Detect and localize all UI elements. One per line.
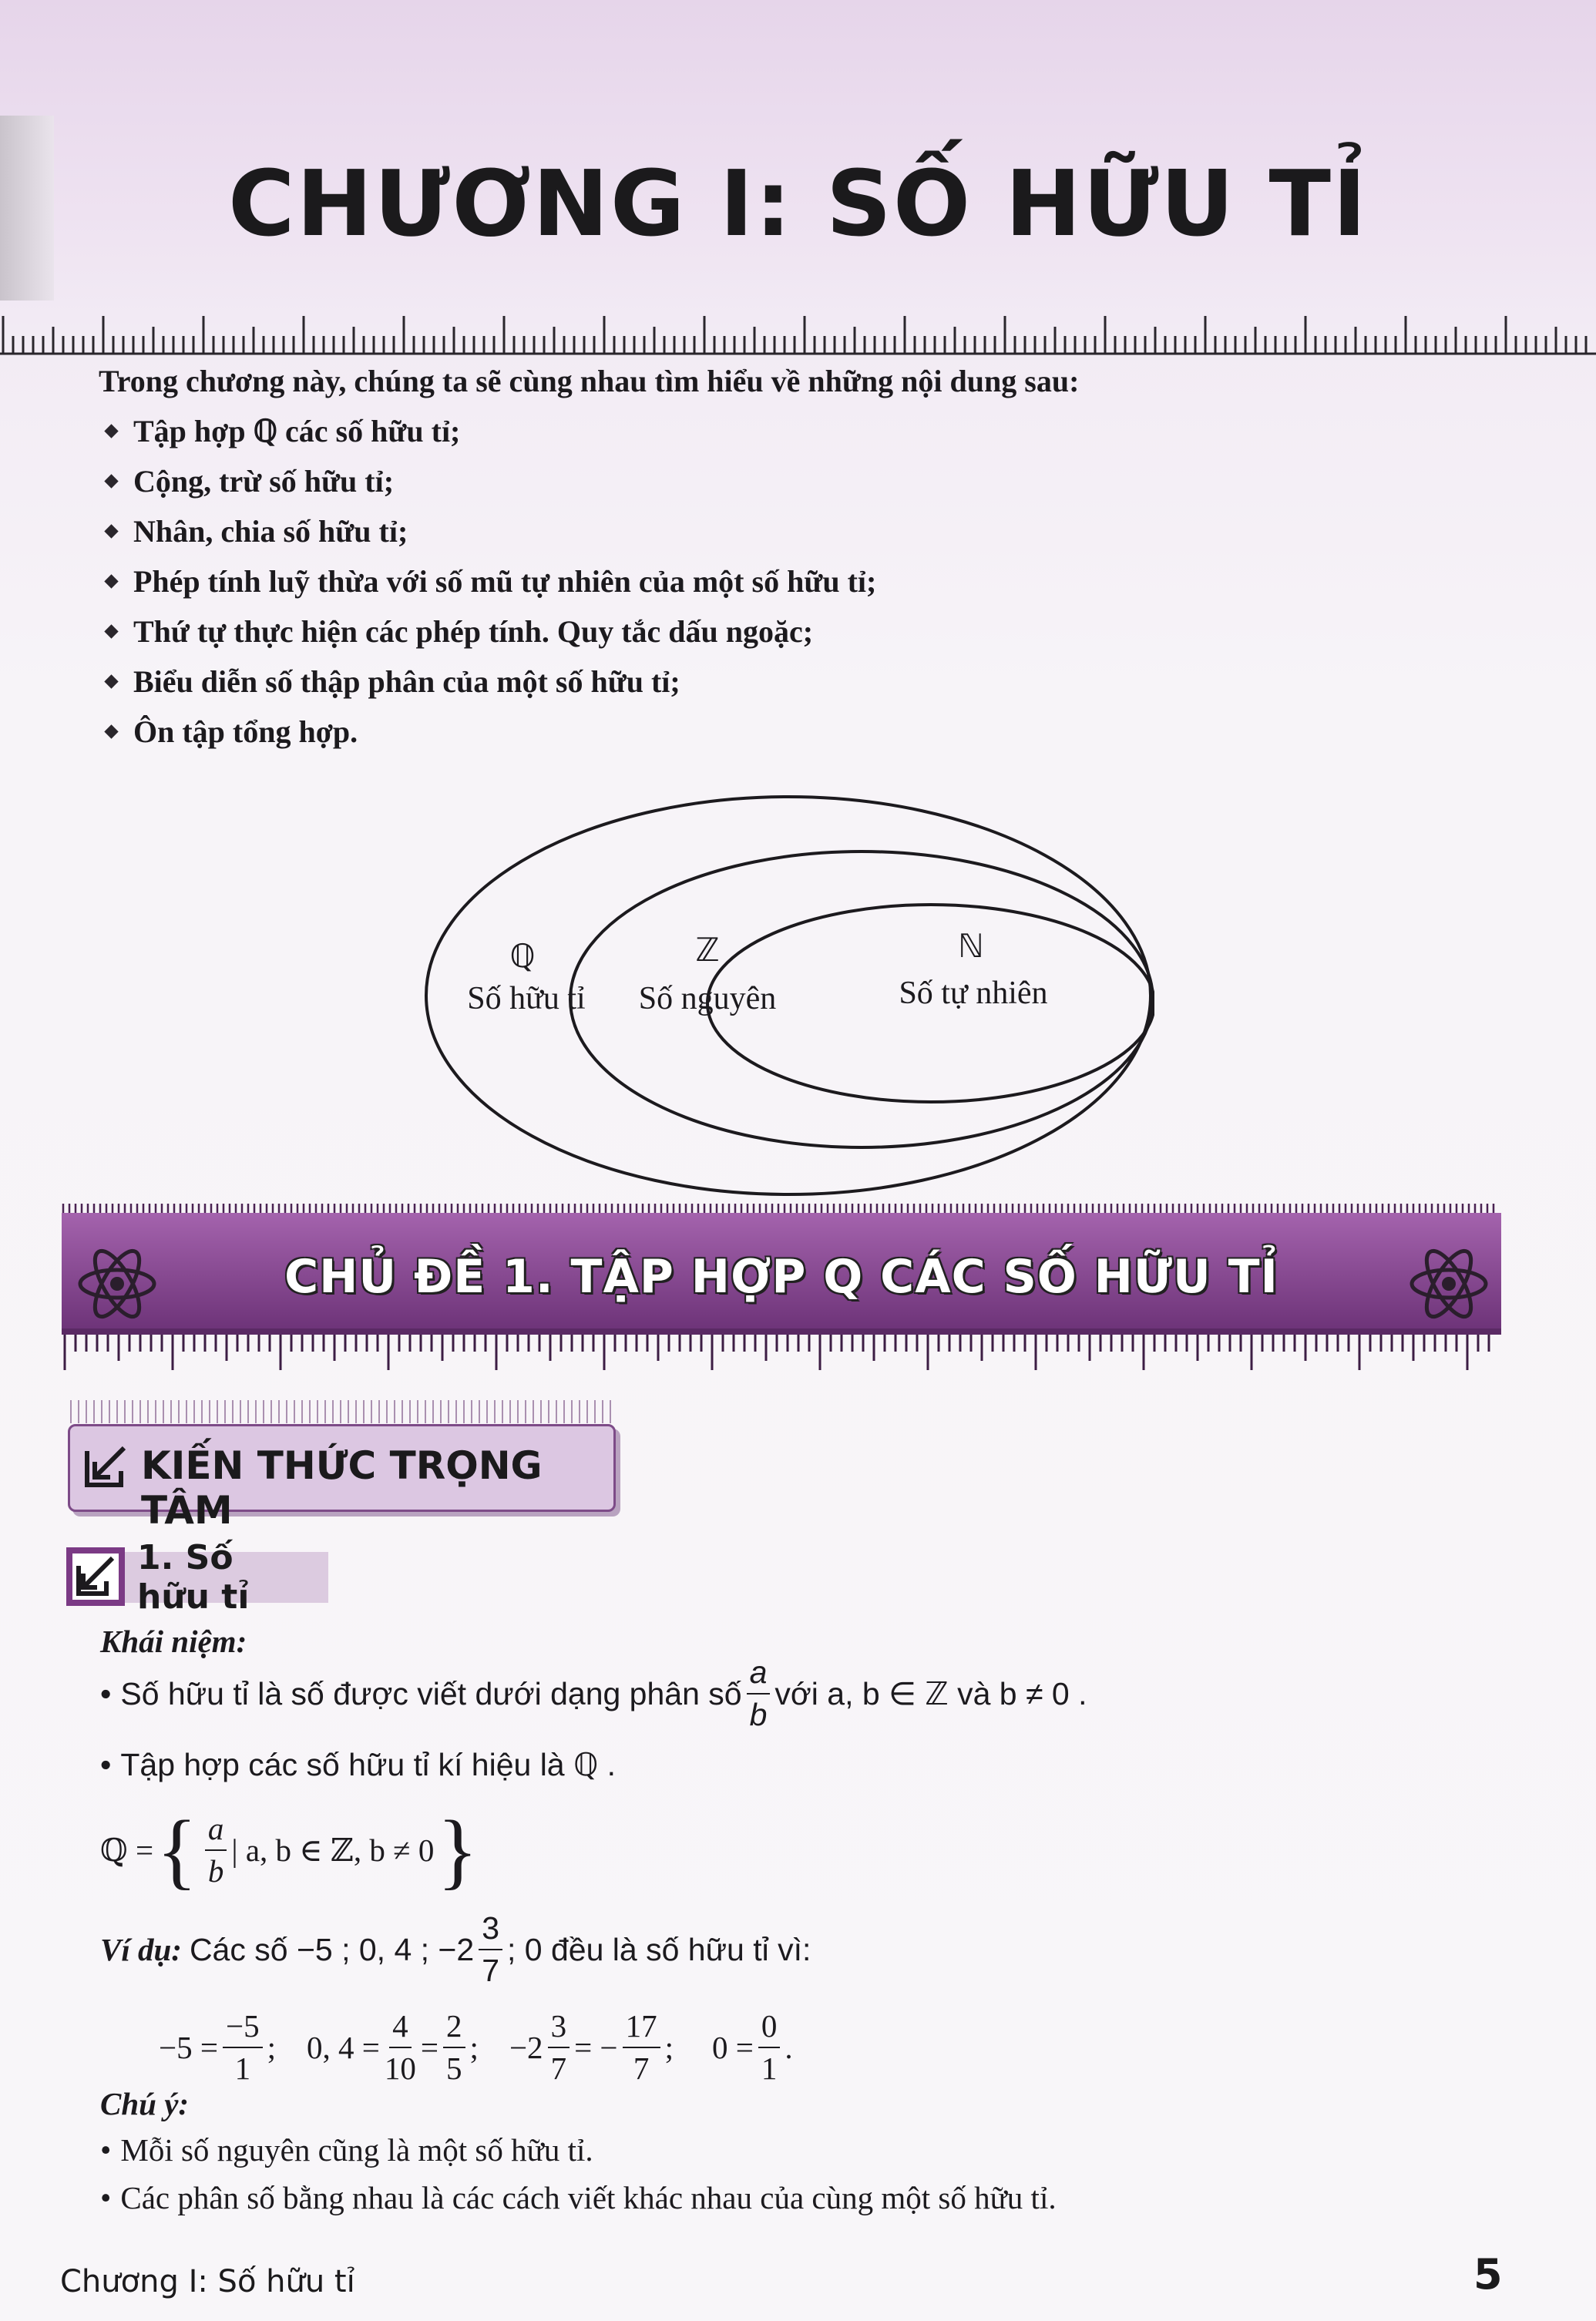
intro-list: [99, 406, 1486, 757]
note-label: Chú ý:: [100, 2086, 190, 2121]
page-number: 5: [1473, 2250, 1503, 2299]
pencil-check-icon: [81, 1440, 132, 1491]
key-knowledge-title: KIẾN THỨC TRỌNG TÂM: [141, 1443, 543, 1533]
atom-icon: [71, 1238, 163, 1330]
diamond-bullet-icon: [104, 474, 118, 488]
intro-item: Biểu diễn số thập phân của một số hữu tỉ;: [99, 657, 1486, 707]
venn-diagram: [422, 791, 1154, 1200]
set-q-label: Số hữu tỉ: [467, 981, 586, 1016]
chapter-title: CHƯƠNG I: SỐ HỮU TỈ: [228, 150, 1368, 257]
set-z-symbol: ℤ: [695, 933, 720, 969]
intro-item: Nhân, chia số hữu tỉ;: [99, 506, 1486, 556]
note-item: • Mỗi số nguyên cũng là một số hữu tỉ.: [100, 2131, 593, 2168]
topic-title: CHỦ ĐỀ 1. TẬP HỢP Q CÁC SỐ HỮU TỈ: [284, 1250, 1278, 1304]
pencil-check-icon: [66, 1547, 125, 1606]
example-line: Ví dụ: Các số −5 ; 0, 4 ; −2 $\frac{3}{7}$ ; 0 đều là số hữu tỉ vì:: [100, 1910, 811, 1988]
diamond-bullet-icon: [104, 674, 118, 688]
diamond-bullet-icon: [104, 524, 118, 538]
intro-item: Ôn tập tổng hợp.: [99, 707, 1486, 757]
set-q-symbol: ℚ: [509, 939, 536, 975]
set-n-label: Số tự nhiên: [899, 976, 1048, 1011]
diamond-bullet-icon: [104, 624, 118, 638]
example-equations: −5 = $\frac{-5}{1}$ ; 0, 4 = $\frac{4}{10}$ = $\frac{2}{5}$ ; −2 $\frac{3}{7}$ = − $\frac{17}{7}$ ; 0 = $\frac{0}{1}$ .: [159, 2008, 793, 2086]
concept-label: Khái niệm:: [100, 1624, 247, 1659]
diamond-bullet-icon: [104, 724, 118, 738]
set-z-label: Số nguyên: [638, 981, 777, 1016]
set-notation-line: • Tập hợp các số hữu tỉ kí hiệu là ℚ .: [100, 1746, 616, 1783]
footer-chapter: Chương I: Số hữu tỉ: [60, 2264, 355, 2299]
diamond-bullet-icon: [104, 574, 118, 588]
diamond-bullet-icon: [104, 424, 118, 438]
section-heading: [66, 1538, 328, 1617]
note-item: • Các phân số bằng nhau là các cách viết khác nhau của cùng một số hữu tỉ.: [100, 2179, 1057, 2216]
intro-item: Thứ tự thực hiện các phép tính. Quy tắc dấu ngoặc;: [99, 606, 1486, 657]
set-n-symbol: ℕ: [958, 929, 984, 965]
ruler-decoration: [0, 299, 1596, 356]
section-badge: [66, 1547, 125, 1606]
intro-item: Phép tính luỹ thừa với số mũ tự nhiên của một số hữu tỉ;: [99, 556, 1486, 606]
intro-lead: Trong chương này, chúng ta sẽ cùng nhau tìm hiểu về những nội dung sau:: [99, 364, 1080, 398]
definition-line: • Số hữu tỉ là số được viết dưới dạng phân số $\frac{a}{b}$ với a, b ∈ ℤ và b ≠ 0 .: [100, 1657, 1087, 1731]
intro-item: Cộng, trừ số hữu tỉ;: [99, 456, 1486, 506]
intro-item: Tập hợp ℚ các số hữu tỉ;: [99, 406, 1486, 456]
intro-section: [99, 356, 1486, 757]
fraction-a-b: $\frac{a}{b}$: [747, 1657, 771, 1731]
key-knowledge-header: [68, 1424, 616, 1533]
section-title: 1. Số hữu tỉ: [125, 1552, 328, 1603]
set-builder-formula: ℚ = { $\frac{a}{b}$ | a, b ∈ ℤ, b ≠ 0 }: [100, 1802, 479, 1897]
atom-icon: [1403, 1238, 1495, 1330]
